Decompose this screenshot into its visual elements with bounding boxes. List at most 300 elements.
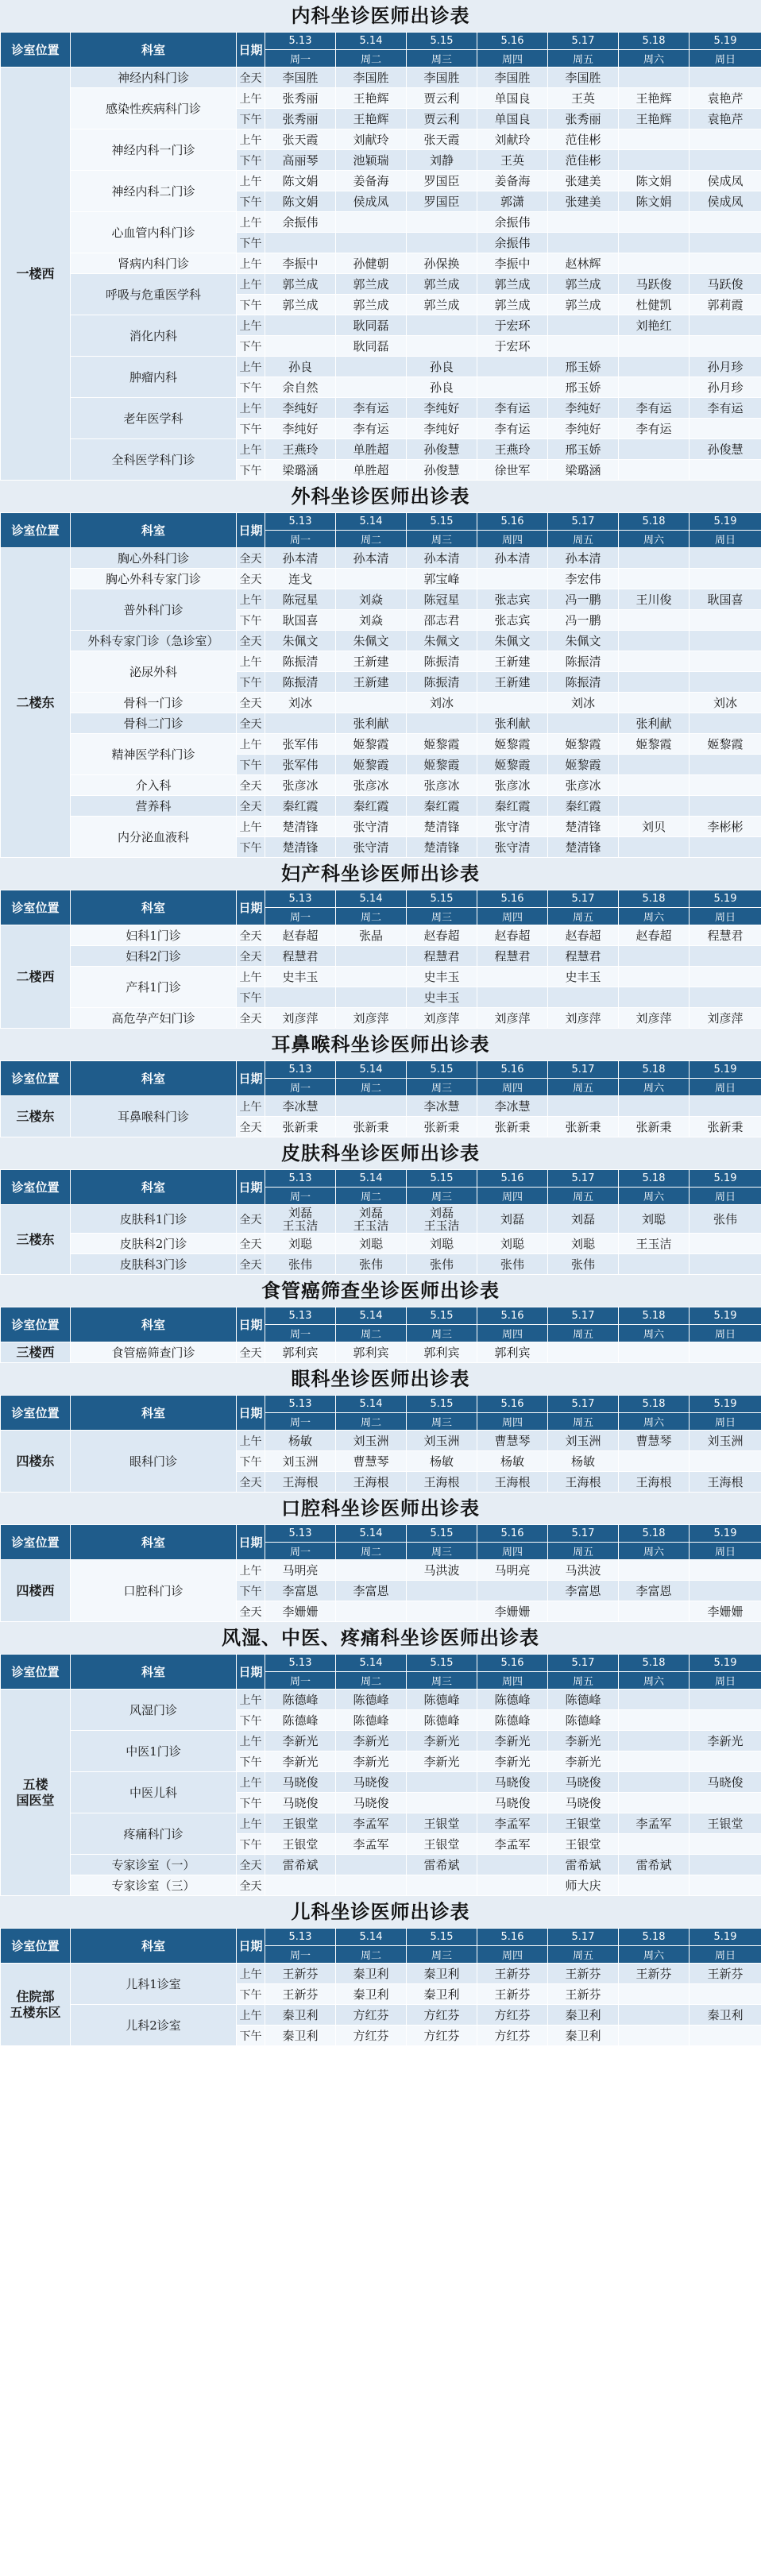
- time-period: 全天: [237, 1008, 265, 1029]
- doctor-cell: 王海根: [336, 1472, 407, 1493]
- doctor-cell: 孙本清: [477, 548, 548, 569]
- doctor-cell: [477, 1875, 548, 1896]
- doctor-cell: 李纯好: [548, 398, 619, 419]
- doctor-cell: 陈冠星: [407, 589, 477, 610]
- doctor-cell: 史丰玉: [548, 967, 619, 987]
- doctor-cell: 马跃俊: [690, 274, 761, 295]
- doctor-cell: 刘彦萍: [690, 1008, 761, 1029]
- doctor-cell: 李富恩: [548, 1581, 619, 1601]
- doctor-cell: [690, 1096, 761, 1117]
- doctor-cell: 刘磊 王玉洁: [265, 1205, 336, 1234]
- section-title: 眼科坐诊医师出诊表: [0, 1363, 761, 1395]
- table-row: [1, 1342, 761, 1363]
- time-period: 上午: [237, 88, 265, 109]
- doctor-cell: [690, 1855, 761, 1875]
- doctor-cell: [619, 1834, 690, 1855]
- doctor-cell: 楚清锋: [407, 817, 477, 837]
- department-name: 神经内科二门诊: [71, 171, 237, 212]
- doctor-cell: [619, 439, 690, 460]
- doctor-cell: [619, 212, 690, 233]
- header-date: 5.13: [265, 33, 336, 50]
- doctor-cell: [407, 315, 477, 336]
- header-period: 日期: [237, 1170, 265, 1205]
- header-date: 5.19: [690, 33, 761, 50]
- doctor-cell: [477, 569, 548, 589]
- schedule-section: [0, 1363, 761, 1493]
- doctor-cell: [619, 967, 690, 987]
- section-title: 风湿、中医、疼痛科坐诊医师出诊表: [0, 1622, 761, 1654]
- doctor-cell: 杨敏: [548, 1451, 619, 1472]
- clinic-location: 一楼西: [1, 68, 71, 481]
- doctor-cell: [407, 713, 477, 734]
- doctor-cell: [336, 1096, 407, 1117]
- schedule-section: [0, 1029, 761, 1137]
- header-row: [1, 1061, 761, 1079]
- header-weekday: 周一: [265, 908, 336, 925]
- time-period: 上午: [237, 1431, 265, 1451]
- doctor-cell: 高丽琴: [265, 150, 336, 171]
- time-period: 下午: [237, 1984, 265, 2005]
- schedule-section: [0, 1622, 761, 1896]
- header-weekday: 周五: [548, 1946, 619, 1964]
- department-name: 眼科门诊: [71, 1431, 237, 1493]
- department-name: 普外科门诊: [71, 589, 237, 631]
- header-weekday: 周日: [690, 50, 761, 68]
- section-title: 皮肤科坐诊医师出诊表: [0, 1137, 761, 1169]
- header-weekday: 周二: [336, 1672, 407, 1690]
- header-weekday: 周二: [336, 1188, 407, 1205]
- clinic-location: 住院部 五楼东区: [1, 1964, 71, 2046]
- doctor-cell: 王川俊: [619, 589, 690, 610]
- doctor-cell: 秦红霞: [407, 796, 477, 817]
- table-row: [1, 1690, 761, 1710]
- doctor-cell: [477, 1581, 548, 1601]
- doctor-cell: 王新建: [336, 672, 407, 693]
- doctor-cell: 王银堂: [265, 1834, 336, 1855]
- doctor-cell: 王银堂: [548, 1813, 619, 1834]
- doctor-cell: [336, 946, 407, 967]
- doctor-cell: 罗国臣: [407, 171, 477, 191]
- table-row: [1, 1560, 761, 1581]
- doctor-cell: 孙俊慧: [690, 439, 761, 460]
- doctor-cell: 张新秉: [619, 1117, 690, 1137]
- header-row: [1, 1396, 761, 1413]
- header-weekday: 周五: [548, 1672, 619, 1690]
- doctor-cell: [548, 713, 619, 734]
- time-period: 下午: [237, 460, 265, 481]
- doctor-cell: 方红芬: [336, 2005, 407, 2026]
- header-date: 5.14: [336, 1525, 407, 1543]
- header-date: 5.15: [407, 1929, 477, 1946]
- doctor-cell: 秦红霞: [477, 796, 548, 817]
- doctor-cell: [619, 755, 690, 775]
- doctor-cell: 张秀丽: [265, 109, 336, 129]
- header-location: 诊室位置: [1, 1170, 71, 1205]
- schedule-section: [0, 1493, 761, 1622]
- header-date: 5.16: [477, 1525, 548, 1543]
- doctor-cell: 陈德峰: [477, 1710, 548, 1731]
- table-row: [1, 1772, 761, 1793]
- doctor-cell: 秦卫利: [407, 1984, 477, 2005]
- department-name: 神经内科门诊: [71, 68, 237, 88]
- doctor-cell: 杨敏: [407, 1451, 477, 1472]
- doctor-cell: 秦红霞: [548, 796, 619, 817]
- doctor-cell: 连戈: [265, 569, 336, 589]
- doctor-cell: [619, 987, 690, 1008]
- header-date: 5.19: [690, 1061, 761, 1079]
- doctor-cell: 秦红霞: [265, 796, 336, 817]
- section-title: 内科坐诊医师出诊表: [0, 0, 761, 32]
- schedule-section: [0, 858, 761, 1029]
- header-date: 5.14: [336, 1307, 407, 1325]
- doctor-cell: [336, 569, 407, 589]
- doctor-cell: 王英: [548, 88, 619, 109]
- header-date: 5.13: [265, 1396, 336, 1413]
- header-date: 5.14: [336, 1396, 407, 1413]
- header-date: 5.19: [690, 513, 761, 531]
- time-period: 下午: [237, 755, 265, 775]
- doctor-cell: 方红芬: [336, 2026, 407, 2046]
- section-title: 食管癌筛查坐诊医师出诊表: [0, 1275, 761, 1307]
- doctor-cell: [336, 1601, 407, 1622]
- doctor-cell: 秦卫利: [336, 1964, 407, 1984]
- doctor-cell: [477, 377, 548, 398]
- doctor-cell: [690, 150, 761, 171]
- department-name: 全科医学科门诊: [71, 439, 237, 481]
- header-period: 日期: [237, 890, 265, 925]
- doctor-cell: [265, 1875, 336, 1896]
- doctor-cell: 刘彦萍: [477, 1008, 548, 1029]
- doctor-cell: 王银堂: [265, 1813, 336, 1834]
- header-row: [1, 1525, 761, 1543]
- header-department: 科室: [71, 1396, 237, 1431]
- doctor-cell: 李冰慧: [407, 1096, 477, 1117]
- doctor-cell: [407, 1601, 477, 1622]
- header-date: 5.15: [407, 33, 477, 50]
- header-location: 诊室位置: [1, 1655, 71, 1690]
- doctor-cell: 马晓俊: [336, 1793, 407, 1813]
- doctor-cell: [407, 1875, 477, 1896]
- header-date: 5.15: [407, 1655, 477, 1672]
- header-weekday: 周五: [548, 1325, 619, 1342]
- doctor-cell: 孙保换: [407, 253, 477, 274]
- doctor-cell: 李富恩: [265, 1581, 336, 1601]
- department-name: 疼痛科门诊: [71, 1813, 237, 1855]
- doctor-cell: 王海根: [690, 1472, 761, 1493]
- doctor-cell: 陈德峰: [265, 1690, 336, 1710]
- header-weekday: 周六: [619, 1413, 690, 1431]
- doctor-cell: 楚清锋: [407, 837, 477, 858]
- doctor-cell: 姬黎霞: [477, 734, 548, 755]
- doctor-cell: 刘彦萍: [336, 1008, 407, 1029]
- doctor-cell: 李新光: [336, 1751, 407, 1772]
- doctor-cell: 李姗姗: [690, 1601, 761, 1622]
- header-row: [1, 33, 761, 50]
- doctor-cell: 耿同磊: [336, 336, 407, 357]
- doctor-cell: 李国胜: [477, 68, 548, 88]
- header-date: 5.18: [619, 1929, 690, 1946]
- doctor-cell: 侯成凤: [690, 171, 761, 191]
- doctor-cell: 刘冰: [265, 693, 336, 713]
- doctor-cell: 郭兰成: [407, 274, 477, 295]
- doctor-cell: 刘彦萍: [407, 1008, 477, 1029]
- doctor-cell: 李新光: [265, 1751, 336, 1772]
- header-date: 5.18: [619, 33, 690, 50]
- doctor-cell: 李宏伟: [548, 569, 619, 589]
- doctor-cell: 王新建: [477, 672, 548, 693]
- doctor-cell: 李姗姗: [477, 1601, 548, 1622]
- doctor-cell: 姬黎霞: [477, 755, 548, 775]
- doctor-cell: 冯一鹏: [548, 589, 619, 610]
- header-department: 科室: [71, 513, 237, 548]
- table-row: [1, 1096, 761, 1117]
- doctor-cell: 刘玉洲: [548, 1431, 619, 1451]
- doctor-cell: 刘聪: [407, 1234, 477, 1254]
- doctor-cell: [690, 68, 761, 88]
- doctor-cell: [619, 68, 690, 88]
- doctor-cell: 李有运: [336, 398, 407, 419]
- doctor-cell: 李孟军: [336, 1834, 407, 1855]
- department-name: 消化内科: [71, 315, 237, 357]
- doctor-cell: 刘彦萍: [619, 1008, 690, 1029]
- schedule-table: [0, 1928, 761, 2046]
- doctor-cell: 陈德峰: [336, 1690, 407, 1710]
- header-weekday: 周四: [477, 1413, 548, 1431]
- department-name: 皮肤科2门诊: [71, 1234, 237, 1254]
- table-row: [1, 1813, 761, 1834]
- doctor-cell: [690, 315, 761, 336]
- doctor-cell: 刘磊 王玉洁: [407, 1205, 477, 1234]
- doctor-cell: [265, 233, 336, 253]
- header-weekday: 周五: [548, 908, 619, 925]
- doctor-cell: 李孟军: [477, 1834, 548, 1855]
- header-date: 5.17: [548, 1061, 619, 1079]
- table-row: [1, 589, 761, 610]
- department-name: 中医儿科: [71, 1772, 237, 1813]
- doctor-cell: 师大庆: [548, 1875, 619, 1896]
- table-row: [1, 967, 761, 987]
- doctor-cell: 张伟: [265, 1254, 336, 1275]
- department-name: 口腔科门诊: [71, 1560, 237, 1622]
- doctor-cell: [548, 987, 619, 1008]
- schedule-section: [0, 481, 761, 858]
- doctor-cell: 张志宾: [477, 610, 548, 631]
- doctor-cell: 郭利宾: [407, 1342, 477, 1363]
- doctor-cell: 王新芬: [619, 1964, 690, 1984]
- doctor-cell: 张伟: [477, 1254, 548, 1275]
- doctor-cell: 刘彦萍: [548, 1008, 619, 1029]
- header-department: 科室: [71, 1655, 237, 1690]
- doctor-cell: 陈德峰: [548, 1710, 619, 1731]
- doctor-cell: [619, 1710, 690, 1731]
- department-name: 肿瘤内科: [71, 357, 237, 398]
- department-name: 营养科: [71, 796, 237, 817]
- doctor-cell: 刘磊 王玉洁: [336, 1205, 407, 1234]
- doctor-cell: [619, 460, 690, 481]
- header-date: 5.16: [477, 1061, 548, 1079]
- doctor-cell: [407, 233, 477, 253]
- doctor-cell: 郭利宾: [265, 1342, 336, 1363]
- doctor-cell: 张彦冰: [265, 775, 336, 796]
- header-date: 5.16: [477, 1929, 548, 1946]
- doctor-cell: 王银堂: [690, 1813, 761, 1834]
- clinic-location: 五楼 国医堂: [1, 1690, 71, 1896]
- header-date: 5.18: [619, 1525, 690, 1543]
- doctor-cell: 李有运: [336, 419, 407, 439]
- doctor-cell: 张守清: [336, 837, 407, 858]
- doctor-cell: 张利献: [619, 713, 690, 734]
- doctor-cell: [690, 212, 761, 233]
- doctor-cell: 孙本清: [336, 548, 407, 569]
- doctor-cell: 陈文娟: [265, 171, 336, 191]
- doctor-cell: 刘聪: [265, 1234, 336, 1254]
- doctor-cell: [690, 946, 761, 967]
- doctor-cell: 马洪波: [407, 1560, 477, 1581]
- doctor-cell: 王海根: [477, 1472, 548, 1493]
- doctor-cell: 刘聪: [548, 1234, 619, 1254]
- doctor-cell: 张利献: [336, 713, 407, 734]
- header-weekday: 周六: [619, 1325, 690, 1342]
- schedule-table: [0, 1307, 761, 1363]
- doctor-cell: [690, 713, 761, 734]
- header-date: 5.19: [690, 1525, 761, 1543]
- department-name: 耳鼻喉科门诊: [71, 1096, 237, 1137]
- table-row: [1, 88, 761, 109]
- header-weekday: 周四: [477, 908, 548, 925]
- header-weekday: 周六: [619, 50, 690, 68]
- doctor-cell: 梁璐涵: [548, 460, 619, 481]
- doctor-cell: [407, 1793, 477, 1813]
- doctor-cell: 李振中: [265, 253, 336, 274]
- doctor-cell: [690, 1710, 761, 1731]
- schedule-section: [0, 1275, 761, 1363]
- doctor-cell: 贾云利: [407, 109, 477, 129]
- doctor-cell: 池颖瑞: [336, 150, 407, 171]
- doctor-cell: 张守清: [477, 817, 548, 837]
- doctor-cell: 郭兰成: [548, 295, 619, 315]
- doctor-cell: [407, 1772, 477, 1793]
- doctor-cell: 耿国喜: [690, 589, 761, 610]
- doctor-cell: 张伟: [548, 1254, 619, 1275]
- doctor-cell: 孙月珍: [690, 357, 761, 377]
- header-date: 5.16: [477, 1655, 548, 1672]
- doctor-cell: 李新光: [548, 1731, 619, 1751]
- department-name: 儿科2诊室: [71, 2005, 237, 2046]
- doctor-cell: 赵春超: [619, 925, 690, 946]
- header-weekday: 周二: [336, 1079, 407, 1096]
- table-row: [1, 357, 761, 377]
- doctor-cell: [336, 377, 407, 398]
- doctor-cell: 雷希斌: [548, 1855, 619, 1875]
- section-title: 儿科坐诊医师出诊表: [0, 1896, 761, 1928]
- doctor-cell: [690, 631, 761, 651]
- header-date: 5.18: [619, 1396, 690, 1413]
- doctor-cell: 于宏环: [477, 336, 548, 357]
- doctor-cell: [619, 1096, 690, 1117]
- doctor-cell: [690, 233, 761, 253]
- doctor-cell: [690, 1984, 761, 2005]
- time-period: 上午: [237, 651, 265, 672]
- time-period: 下午: [237, 295, 265, 315]
- header-weekday: 周四: [477, 1543, 548, 1560]
- doctor-cell: 王艳辉: [336, 109, 407, 129]
- header-date: 5.14: [336, 33, 407, 50]
- schedule-table: [0, 1169, 761, 1275]
- doctor-cell: 郭兰成: [477, 274, 548, 295]
- doctor-cell: 马跃俊: [619, 274, 690, 295]
- doctor-cell: [690, 987, 761, 1008]
- doctor-cell: [690, 1560, 761, 1581]
- doctor-cell: 李富恩: [619, 1581, 690, 1601]
- department-name: 外科专家门诊（急诊室）: [71, 631, 237, 651]
- doctor-cell: 姬黎霞: [407, 734, 477, 755]
- header-department: 科室: [71, 1170, 237, 1205]
- doctor-cell: [690, 548, 761, 569]
- doctor-cell: 郭宝峰: [407, 569, 477, 589]
- doctor-cell: [619, 1772, 690, 1793]
- doctor-cell: 李有运: [619, 419, 690, 439]
- header-weekday: 周四: [477, 1672, 548, 1690]
- doctor-cell: 秦卫利: [690, 2005, 761, 2026]
- department-name: 妇科1门诊: [71, 925, 237, 946]
- doctor-cell: 秦卫利: [548, 2026, 619, 2046]
- doctor-cell: [619, 377, 690, 398]
- header-date: 5.19: [690, 1396, 761, 1413]
- header-department: 科室: [71, 33, 237, 68]
- header-date: 5.14: [336, 1170, 407, 1188]
- doctor-cell: 陈振清: [407, 651, 477, 672]
- doctor-cell: [619, 233, 690, 253]
- doctor-cell: [690, 460, 761, 481]
- doctor-cell: 郭兰成: [336, 295, 407, 315]
- doctor-cell: 李有运: [619, 398, 690, 419]
- doctor-cell: 郭兰成: [265, 295, 336, 315]
- doctor-cell: 陈振清: [548, 672, 619, 693]
- time-period: 下午: [237, 1581, 265, 1601]
- doctor-cell: 方红芬: [407, 2005, 477, 2026]
- doctor-cell: 陈德峰: [265, 1710, 336, 1731]
- doctor-cell: 刘聪: [336, 1234, 407, 1254]
- doctor-cell: [477, 987, 548, 1008]
- doctor-cell: 曹慧琴: [336, 1451, 407, 1472]
- doctor-cell: 赵林辉: [548, 253, 619, 274]
- doctor-cell: [548, 1601, 619, 1622]
- doctor-cell: [619, 2026, 690, 2046]
- department-name: 胸心外科门诊: [71, 548, 237, 569]
- table-row: [1, 439, 761, 460]
- doctor-cell: 张新秉: [477, 1117, 548, 1137]
- header-weekday: 周一: [265, 1079, 336, 1096]
- doctor-cell: [548, 336, 619, 357]
- header-weekday: 周一: [265, 531, 336, 548]
- time-period: 下午: [237, 610, 265, 631]
- header-row: [1, 1170, 761, 1188]
- doctor-cell: [690, 610, 761, 631]
- doctor-cell: 单胜超: [336, 439, 407, 460]
- header-weekday: 周四: [477, 1946, 548, 1964]
- doctor-cell: 刘玉洲: [407, 1431, 477, 1451]
- doctor-cell: 楚清锋: [548, 817, 619, 837]
- schedule-table: [0, 512, 761, 858]
- header-weekday: 周三: [407, 1325, 477, 1342]
- doctor-cell: 陈德峰: [477, 1690, 548, 1710]
- time-period: 全天: [237, 1601, 265, 1622]
- time-period: 上午: [237, 1096, 265, 1117]
- time-period: 全天: [237, 569, 265, 589]
- header-weekday: 周四: [477, 1325, 548, 1342]
- doctor-cell: [265, 336, 336, 357]
- section-title: 口腔科坐诊医师出诊表: [0, 1493, 761, 1524]
